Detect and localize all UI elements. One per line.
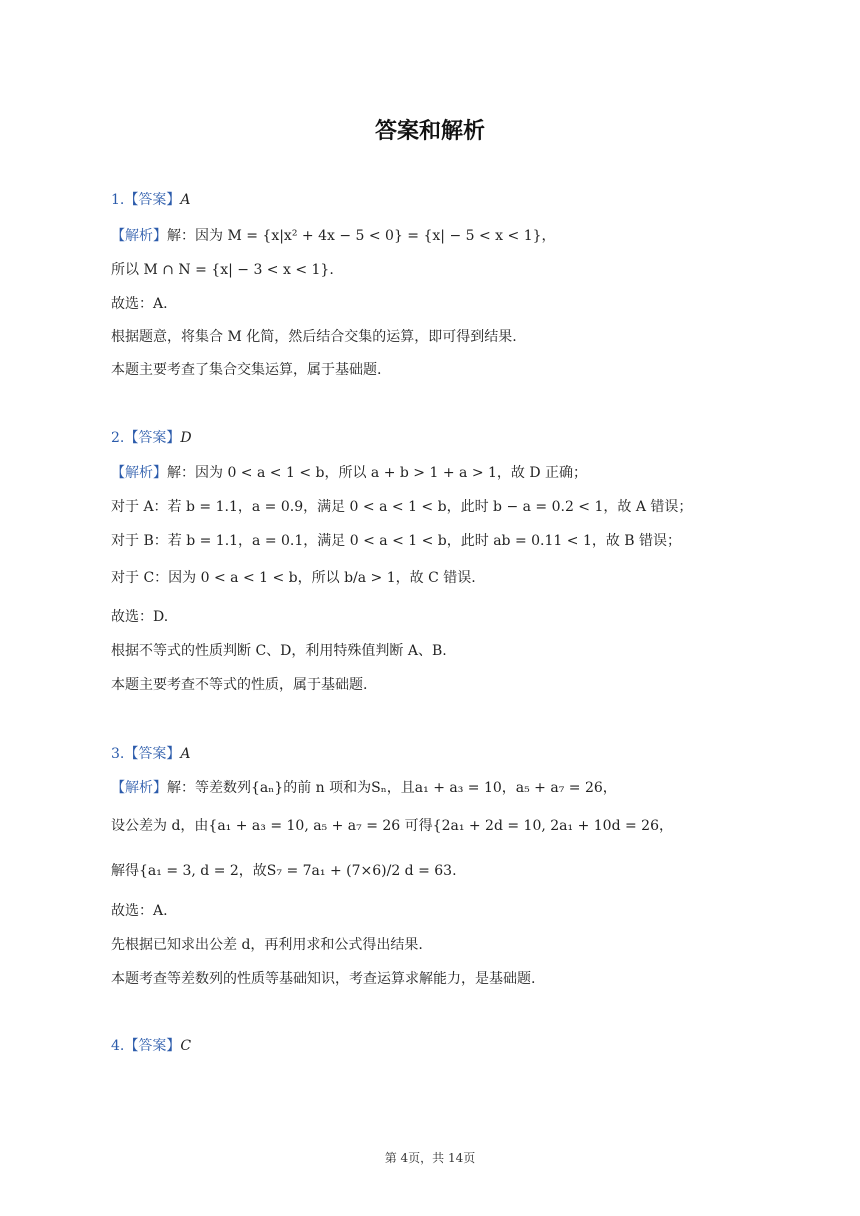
q1-line-3: 故选：A. xyxy=(111,296,168,312)
q1-number: 1. xyxy=(111,192,125,208)
q1-analysis-tag: 【解析】 xyxy=(111,228,167,244)
q3-line-3: 解得{a₁ = 3, d = 2，故S₇ = 7a₁ + (7×6)/2 d = 63. xyxy=(111,863,457,879)
q1-line-1: 解：因为 M = {x|x² + 4x − 5 < 0} = {x| − 5 < x < 1}， xyxy=(167,228,556,244)
q1-line-2: 所以 M ∩ N = {x| − 3 < x < 1}. xyxy=(111,262,334,278)
q2-line-3: 对于 B：若 b = 1.1，a = 0.1，满足 0 < a < 1 < b，此时 ab = 0.11 < 1，故 B 错误； xyxy=(111,533,682,549)
q3-analysis-tag: 【解析】 xyxy=(111,780,167,796)
q3-answer-heading xyxy=(111,744,190,764)
q4-answer-tag: 【答案】 xyxy=(124,1038,181,1054)
page-footer: 第 4页，共 14页 xyxy=(384,1151,476,1165)
q2-analysis-line-1 xyxy=(111,463,587,483)
q2-line-1: 解：因为 0 < a < 1 < b，所以 a + b > 1 + a > 1，故 D 正确； xyxy=(167,465,588,481)
q2-line-5: 故选：D. xyxy=(111,609,169,625)
q1-answer-value: A xyxy=(180,192,191,208)
q3-number: 3. xyxy=(111,746,125,762)
q3-answer-value: A xyxy=(180,746,191,762)
q3-answer-tag: 【答案】 xyxy=(124,746,181,762)
q1-answer-heading xyxy=(111,190,190,210)
q4-answer-heading xyxy=(111,1036,191,1056)
q1-analysis-line-1 xyxy=(111,226,556,246)
q2-line-2: 对于 A：若 b = 1.1，a = 0.9，满足 0 < a < 1 < b，此时 b − a = 0.2 < 1，故 A 错误； xyxy=(111,499,693,515)
q2-answer-tag: 【答案】 xyxy=(124,430,181,446)
q1-line-4: 根据题意，将集合 M 化简，然后结合交集的运算，即可得到结果. xyxy=(111,329,517,345)
q3-line-2: 设公差为 d，由{a₁ + a₃ = 10, a₅ + a₇ = 26 可得{2a₁ + 2d = 10, 2a₁ + 10d = 26， xyxy=(111,818,673,834)
q4-number: 4. xyxy=(111,1038,125,1054)
q2-answer-value: D xyxy=(180,430,192,446)
q1-line-5: 本题主要考查了集合交集运算，属于基础题. xyxy=(111,362,382,378)
q2-answer-heading xyxy=(111,428,192,448)
q3-line-4: 故选：A. xyxy=(111,903,168,919)
q2-number: 2. xyxy=(111,430,125,446)
q2-line-6: 根据不等式的性质判断 C、D，利用特殊值判断 A、B. xyxy=(111,643,447,659)
q2-line-7: 本题主要考查不等式的性质，属于基础题. xyxy=(111,677,368,693)
q2-line-4: 对于 C：因为 0 < a < 1 < b，所以 b/a > 1，故 C 错误. xyxy=(111,570,476,586)
q2-analysis-tag: 【解析】 xyxy=(111,465,167,481)
q1-answer-tag: 【答案】 xyxy=(124,192,181,208)
q3-line-1: 解：等差数列{aₙ}的前 n 项和为Sₙ，且a₁ + a₃ = 10，a₅ + a₇ = 26， xyxy=(167,780,617,796)
q3-line-5: 先根据已知求出公差 d，再利用求和公式得出结果. xyxy=(111,937,423,953)
q3-analysis-line-1 xyxy=(111,778,617,798)
q3-line-6: 本题考查等差数列的性质等基础知识，考查运算求解能力，是基础题. xyxy=(111,971,536,987)
page-title: 答案和解析 xyxy=(374,119,485,144)
q4-answer-value: C xyxy=(180,1038,192,1054)
